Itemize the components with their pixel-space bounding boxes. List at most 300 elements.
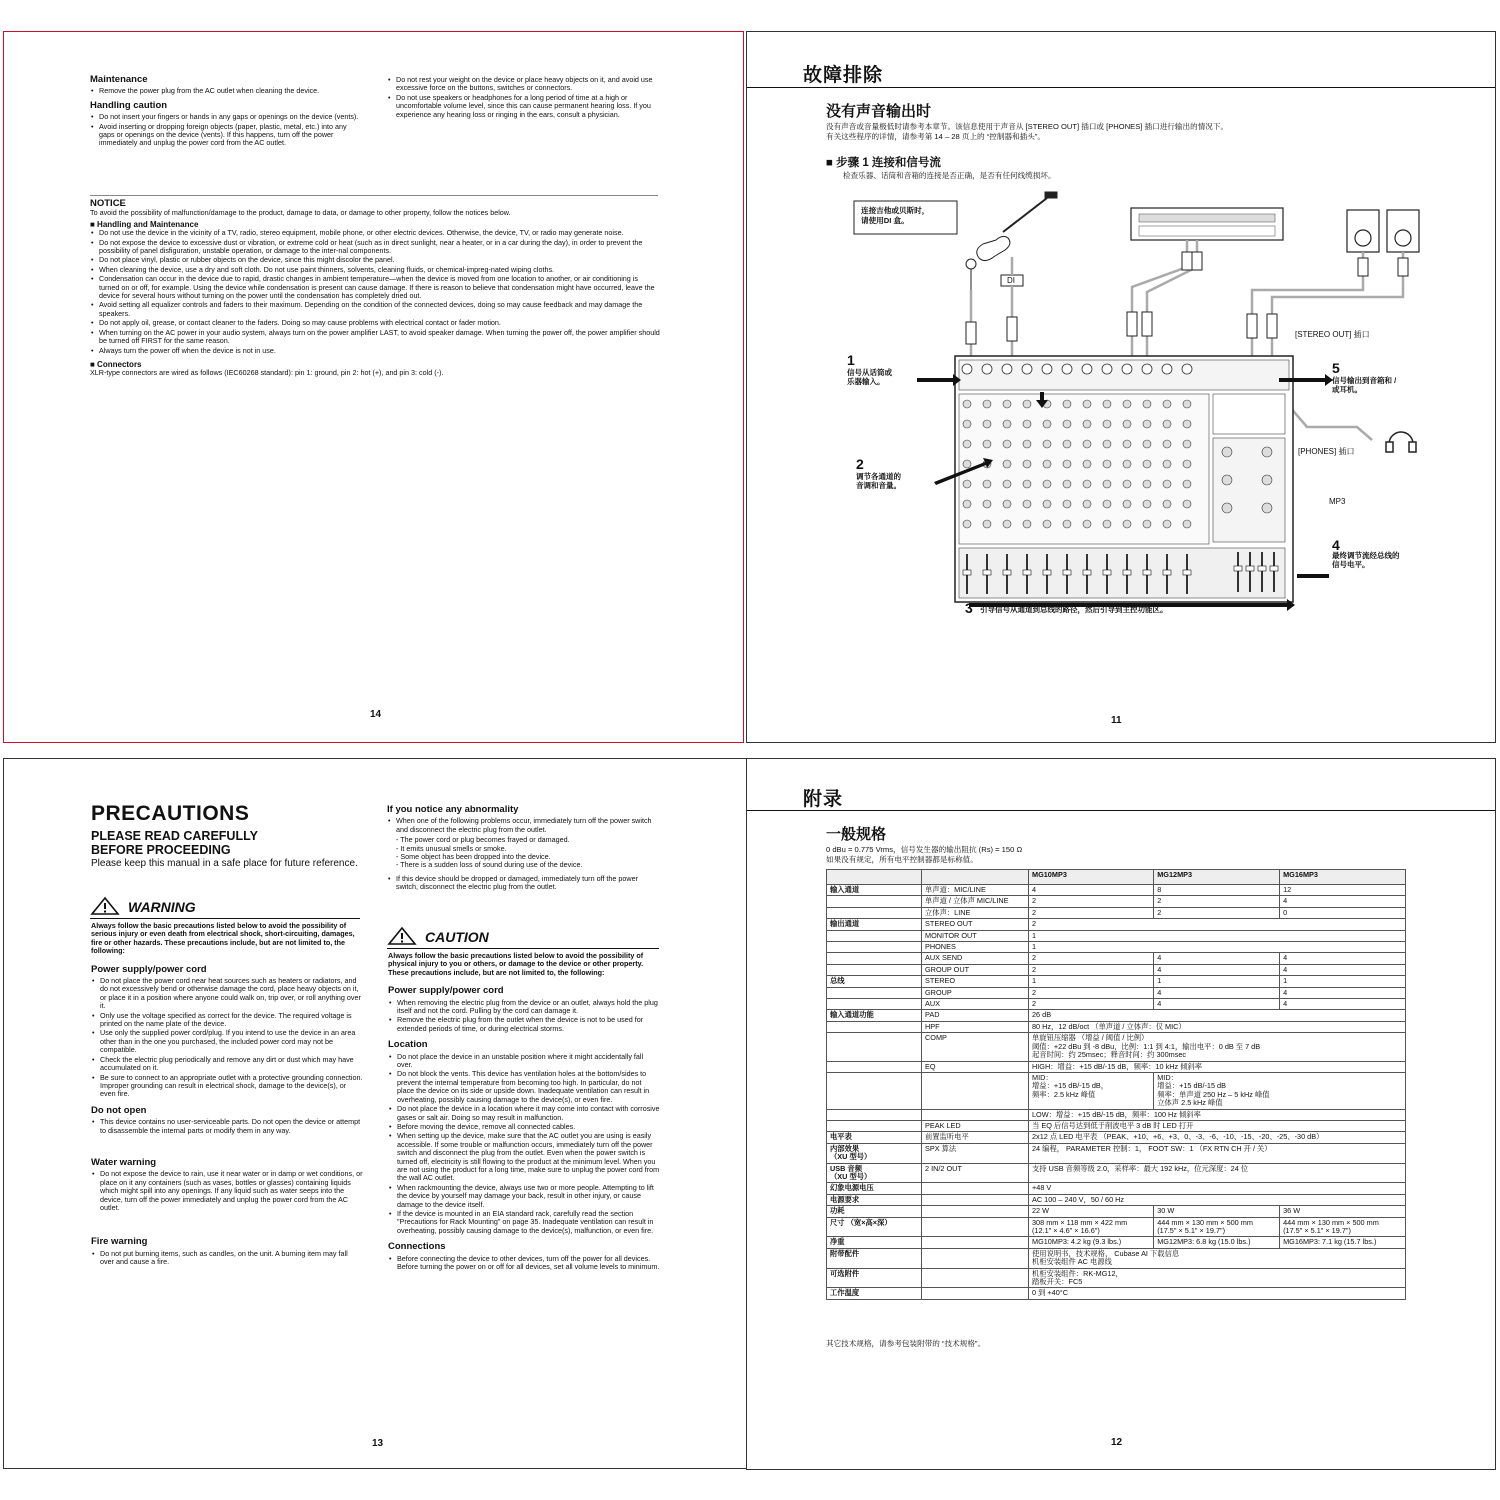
- list-item: • If the device is mounted in an EIA standard rack, carefully read the section "Precautions for Rack Mounting" on page 35. Inadequate ventilation can result in overheating, possibly causing damage to the device(s), malfunction, or even fire.: [397, 1210, 660, 1235]
- warning-triangle-icon: [90, 896, 120, 916]
- callout-number: 3: [965, 600, 973, 616]
- channel-knob: [1143, 520, 1151, 528]
- list-item: • When rackmounting the device, always use two or more people. Attempting to lift the device by yourself may damage your back, result in other injury, or cause damage to the device itself.: [397, 1184, 660, 1209]
- table-cell: 4: [1280, 999, 1406, 1010]
- step-title: ■ 步骤 1 连接和信号流: [826, 157, 941, 169]
- table-cell: 单声道：MIC/LINE: [922, 885, 1029, 896]
- fader-cap: [1003, 570, 1011, 575]
- channel-knob: [1123, 420, 1131, 428]
- table-row: [827, 930, 1406, 941]
- abnormality-list-2: [387, 875, 659, 892]
- table-cell: 4: [1154, 953, 1280, 964]
- table-cell: 26 dB: [1029, 1010, 1406, 1021]
- table-cell: [827, 1033, 922, 1061]
- table-cell: 4: [1280, 896, 1406, 907]
- table-cell: [827, 907, 922, 918]
- channel-knob: [1143, 480, 1151, 488]
- table-row: [827, 1194, 1406, 1205]
- table-cell: MG10MP3: 4.2 kg (9.3 lbs.): [1029, 1237, 1154, 1248]
- table-cell: 输出通道: [827, 919, 922, 930]
- table-cell: 工作温度: [827, 1288, 922, 1299]
- channel-knob: [1023, 420, 1031, 428]
- channel-knob: [1003, 500, 1011, 508]
- channel-knob: [1023, 440, 1031, 448]
- table-cell: 2: [1029, 964, 1154, 975]
- table-header-row: [827, 870, 1406, 885]
- section-title: 没有声音输出时: [826, 103, 932, 120]
- channel-knob: [1123, 520, 1131, 528]
- table-cell: GROUP: [922, 987, 1029, 998]
- keep-manual-text: Please keep this manual in a safe place for future reference.: [91, 858, 358, 869]
- channel-knob: [1083, 460, 1091, 468]
- channel-knob: [1063, 460, 1071, 468]
- channel-knob: [983, 440, 991, 448]
- channel-knob: [1163, 520, 1171, 528]
- list-item: • Do not put burning items, such as candles, on the unit. A burning item may fall over and cause a fire.: [100, 1250, 363, 1267]
- list-item: • Avoid inserting or dropping foreign objects (paper, plastic, metal, etc.) into any gaps or openings on the device (vents). If this happens, turn off the power immediately and unplug the power cord from the AC outlet.: [99, 123, 362, 148]
- spec-note-2: 如果没有规定，所有电平控制器都是标称值。: [826, 855, 978, 864]
- table-cell: 单声道 / 立体声 MIC/LINE: [922, 896, 1029, 907]
- table-row: [827, 987, 1406, 998]
- abnormality-list: [387, 817, 659, 834]
- speaker-icon: [1347, 210, 1419, 252]
- table-cell: 2x12 点 LED 电平表 （PEAK、+10、+6、+3、0、-3、-6、-10、-15、-20、-25、-30 dB）: [1029, 1132, 1406, 1143]
- di-note: 连接吉他或贝斯时， 请使用DI 盒。: [861, 206, 930, 225]
- table-row: [827, 1163, 1406, 1183]
- notice-heading: NOTICE: [90, 198, 126, 209]
- table-cell: [922, 1109, 1029, 1120]
- fader-cap: [1043, 570, 1051, 575]
- input-jack: [1022, 364, 1032, 374]
- list-item: • Do not place the device in an unstable position where it might accidentally fall over.: [397, 1053, 660, 1070]
- channel-knob: [963, 460, 971, 468]
- channel-knob: [1183, 480, 1191, 488]
- stereo-out-label: [STEREO OUT] 插口: [1295, 330, 1370, 339]
- input-jack: [982, 364, 992, 374]
- table-cell: HPF: [922, 1021, 1029, 1032]
- list-item: - The power cord or plug becomes frayed or damaged.: [396, 835, 570, 845]
- connectors-text: XLR-type connectors are wired as follows (IEC60268 standard): pin 1: ground, pin 2: hot (+), and pin 3: cold (-).: [90, 368, 444, 378]
- table-header-cell: MG12MP3: [1154, 870, 1280, 885]
- input-jack: [1182, 364, 1192, 374]
- table-cell: 机柜安装组件：RK-MG12， 踏板开关：FC5: [1029, 1268, 1406, 1288]
- table-cell: 1: [1029, 942, 1406, 953]
- table-cell: [827, 1109, 922, 1120]
- caution-power-list: [388, 999, 660, 1034]
- table-cell: 4: [1280, 953, 1406, 964]
- table-cell: STEREO OUT: [922, 919, 1029, 930]
- table-cell: AUX SEND: [922, 953, 1029, 964]
- list-item: - Some object has been dropped into the device.: [396, 852, 551, 862]
- table-cell: 净重: [827, 1237, 922, 1248]
- list-item: • Be sure to connect to an appropriate outlet with a protective grounding connection. Improper grounding can result in electrical shock, damage to the device(s), or even fire.: [100, 1074, 363, 1099]
- notice-list: [90, 229, 660, 355]
- channel-knob: [1043, 420, 1051, 428]
- table-cell: LOW：增益：+15 dB/-15 dB，频率：100 Hz 倾斜率: [1029, 1109, 1406, 1120]
- table-cell: PAD: [922, 1010, 1029, 1021]
- channel-knob: [1143, 460, 1151, 468]
- list-item: • Always turn the power off when the device is not in use.: [99, 347, 660, 355]
- callout-text: 信号从话筒或 乐器输入。: [847, 368, 892, 386]
- page-13: [3, 758, 747, 1469]
- location-list: [388, 1053, 660, 1236]
- table-row: [827, 1183, 1406, 1194]
- list-item: • Before connecting the device to other devices, turn off the power for all devices. Before turning the power on or off for all devices, set all volume levels to minimum.: [397, 1255, 660, 1272]
- table-cell: [827, 896, 922, 907]
- channel-knob: [1163, 400, 1171, 408]
- channel-knob: [1083, 420, 1091, 428]
- callout-number: 2: [856, 456, 864, 472]
- table-cell: 当 EQ 后信号达到低于削波电平 3 dB 时 LED 打开: [1029, 1120, 1406, 1131]
- list-item: • Do not place the power cord near heat sources such as heaters or radiators, and do not excessively bend or otherwise damage the cord, place heavy objects on it, or place it in a position where anyone could walk on, trip over, or roll anything over it.: [100, 977, 363, 1011]
- abnormality-sublist: [387, 836, 659, 870]
- table-row: [827, 976, 1406, 987]
- fader-cap: [1123, 570, 1131, 575]
- table-cell: EQ: [922, 1061, 1029, 1072]
- list-item: • Avoid setting all equalizer controls and faders to their maximum. Depending on the condition of the connected devices, doing so may cause feedback and may damage the speakers.: [99, 301, 660, 318]
- channel-knob: [1043, 460, 1051, 468]
- fader-cap: [1183, 570, 1191, 575]
- fader-slot: [1261, 552, 1263, 592]
- table-cell: 2: [1029, 907, 1154, 918]
- channel-knob: [1063, 480, 1071, 488]
- table-cell: 12: [1280, 885, 1406, 896]
- maintenance-heading: Maintenance: [90, 74, 148, 85]
- channel-knob: [1043, 480, 1051, 488]
- channel-knob: [1143, 440, 1151, 448]
- table-cell: [922, 1237, 1029, 1248]
- divider: [90, 918, 360, 919]
- list-item: • Do not insert your fingers or hands in any gaps or openings on the device (vents).: [99, 113, 362, 121]
- table-cell: 前置监听电平: [922, 1132, 1029, 1143]
- callout-number: 5: [1332, 360, 1340, 376]
- table-cell: USB 音频 （XU 型号）: [827, 1163, 922, 1183]
- maintenance-column: [90, 76, 362, 154]
- table-cell: [827, 987, 922, 998]
- list-item: • Remove the electric plug from the outlet when the device is not to be used for extended periods of time, or during electrical storms.: [397, 1016, 660, 1033]
- channel-knob: [1103, 480, 1111, 488]
- table-cell: 2: [1029, 919, 1406, 930]
- fader-slot: [1249, 552, 1251, 592]
- spec-note-1: 0 dBu = 0.775 Vrms，信号发生器的输出阻抗 (Rs) = 150 Ω: [826, 845, 1023, 854]
- list-item: • Do not place vinyl, plastic or rubber objects on the device, since this might discolor the panel.: [99, 256, 660, 264]
- table-cell: 1: [1029, 976, 1154, 987]
- channel-knob: [1063, 500, 1071, 508]
- table-row: [827, 1120, 1406, 1131]
- channel-knob: [1083, 520, 1091, 528]
- table-cell: HIGH：增益：+15 dB/-15 dB，频率：10 kHz 倾斜率: [1029, 1061, 1406, 1072]
- location-heading: Location: [388, 1039, 428, 1051]
- table-cell: 0 到 +40°C: [1029, 1288, 1406, 1299]
- list-item: • If this device should be dropped or damaged, immediately turn off the power switch, disconnect the electric plug from the outlet.: [396, 875, 659, 892]
- table-cell: SPX 算法: [922, 1143, 1029, 1163]
- list-item: • Use only the supplied power cord/plug. If you intend to use the device in an area other than in the one you purchased, the included power cord may not be compatible.: [100, 1029, 363, 1054]
- table-cell: [922, 1288, 1029, 1299]
- channel-knob: [1003, 420, 1011, 428]
- channel-knob: [1183, 440, 1191, 448]
- fader-cap: [1063, 570, 1071, 575]
- list-item: • Before moving the device, remove all connected cables.: [397, 1123, 660, 1131]
- channel-knob: [1003, 400, 1011, 408]
- input-jack: [1082, 364, 1092, 374]
- table-cell: 附带配件: [827, 1248, 922, 1268]
- caution-column: [388, 952, 660, 1277]
- input-jack: [1102, 364, 1112, 374]
- table-cell: AUX: [922, 999, 1029, 1010]
- table-cell: 2: [1029, 896, 1154, 907]
- list-item: • When setting up the device, make sure that the AC outlet you are using is easily accessible. If some trouble or malfunction occurs, immediately turn off the power switch and disconnect the plug from the outlet. Even when the power switch is turned off, electricity is still flowing to the product at the minimum level. When you are not using the product for a long time, make sure to unplug the power cord from the wall AC outlet.: [397, 1132, 660, 1182]
- channel-knob: [963, 480, 971, 488]
- table-row: [827, 1248, 1406, 1268]
- table-cell: 4: [1280, 987, 1406, 998]
- channel-knob: [1103, 460, 1111, 468]
- page-14: [3, 31, 744, 743]
- table-cell: [922, 1217, 1029, 1237]
- table-cell: 输入通道: [827, 885, 922, 896]
- list-item: • Do not use speakers or headphones for a long period of time at a high or uncomfortable volume level, since this can cause permanent hearing loss. If you experience any hearing loss or ringing in the ears, consult a physician.: [396, 94, 659, 119]
- table-cell: AC 100 – 240 V，50 / 60 Hz: [1029, 1194, 1406, 1205]
- table-cell: 2: [1154, 907, 1280, 918]
- table-cell: 308 mm × 118 mm × 422 mm (12.1" × 4.6" × 16.6"): [1029, 1217, 1154, 1237]
- channel-knob: [1163, 460, 1171, 468]
- channel-knob: [1063, 400, 1071, 408]
- channel-knob: [1043, 520, 1051, 528]
- input-jack: [1162, 364, 1172, 374]
- caution-power-heading: Power supply/power cord: [388, 985, 504, 997]
- abnormality-column: [387, 806, 659, 898]
- list-item: • Do not rest your weight on the device or place heavy objects on it, and avoid use excessive force on the buttons, switches or connectors.: [396, 76, 659, 93]
- channel-knob: [1103, 420, 1111, 428]
- list-item: • Do not expose the device to excessive dust or vibration, or extreme cold or heat (such as in direct sunlight, near a heater, or in a car during the day), in order to prevent the possibility of panel disfiguration, unstable operation, or damage to the inter-nal components.: [99, 239, 660, 256]
- table-cell: 30 W: [1154, 1206, 1280, 1217]
- list-item: - It emits unusual smells or smoke.: [396, 843, 507, 853]
- page-number: 14: [370, 709, 382, 720]
- channel-knob: [1063, 520, 1071, 528]
- channel-knob: [1023, 520, 1031, 528]
- table-cell: MID： 增益：+15 dB/-15 dB 频率：单声道 250 Hz – 5 kHz 峰值 立体声 2.5 kHz 峰值: [1154, 1072, 1406, 1109]
- list-item: • Do not block the vents. This device has ventilation holes at the bottom/sides to prevent the internal temperature from becoming too high. In particular, do not place the device on its side or upside down. Inadequate ventilation can result in overheating, possibly causing damage to the device(s), or even fire.: [397, 1070, 660, 1104]
- handling-heading: Handling caution: [90, 99, 168, 111]
- list-item: • Only use the voltage specified as correct for the device. The required voltage is printed on the name plate of the device.: [100, 1012, 363, 1029]
- keyboard-icon: [1131, 208, 1283, 240]
- channel-knob: [983, 480, 991, 488]
- table-header-cell: [922, 870, 1029, 885]
- table-cell: [922, 1194, 1029, 1205]
- mp3-label: MP3: [1329, 497, 1346, 506]
- page-title: 附录: [803, 789, 844, 810]
- callout-text: 调节各通道的 音调和音量。: [856, 472, 901, 490]
- fire-heading: Fire warning: [91, 1236, 148, 1248]
- fader-cap: [1163, 570, 1171, 575]
- callout-text: 最终调节流经总线的 信号电平。: [1332, 551, 1400, 569]
- table-cell: 4: [1280, 964, 1406, 975]
- table-cell: [922, 1183, 1029, 1194]
- channel-knob: [1143, 420, 1151, 428]
- table-row: [827, 1033, 1406, 1061]
- channel-knob: [1063, 420, 1071, 428]
- list-item: • Check the electric plug periodically and remove any dirt or dust which may have accumulated on it.: [100, 1056, 363, 1073]
- channel-knob: [1183, 500, 1191, 508]
- table-header-cell: [827, 870, 922, 885]
- callout-number: 1: [847, 352, 855, 368]
- channel-knob: [1163, 480, 1171, 488]
- list-item: - There is a sudden loss of sound during use of the device.: [396, 860, 583, 870]
- channel-knob: [1083, 440, 1091, 448]
- handling-column-right: [387, 76, 659, 125]
- list-item: • Do not use the device in the vicinity of a TV, radio, stereo equipment, mobile phone, or other electric devices. Otherwise, the device, TV, or radio may generate noise.: [99, 229, 660, 237]
- master-knob: [1222, 475, 1232, 485]
- table-row: [827, 907, 1406, 918]
- channel-knob: [1183, 520, 1191, 528]
- channel-knob: [1083, 480, 1091, 488]
- master-knob: [1262, 503, 1272, 513]
- input-jack: [1002, 364, 1012, 374]
- channel-knob: [1143, 500, 1151, 508]
- caution-heading: CAUTION: [425, 929, 489, 945]
- table-cell: 4: [1154, 987, 1280, 998]
- connections-list: [388, 1255, 660, 1272]
- table-cell: MONITOR OUT: [922, 930, 1029, 941]
- table-cell: 4: [1154, 964, 1280, 975]
- table-cell: [827, 999, 922, 1010]
- channel-knob: [1043, 500, 1051, 508]
- table-cell: PHONES: [922, 942, 1029, 953]
- table-cell: 36 W: [1280, 1206, 1406, 1217]
- channel-knob: [1183, 460, 1191, 468]
- channel-knob: [1183, 400, 1191, 408]
- table-cell: 内部效果 （XU 型号）: [827, 1143, 922, 1163]
- table-cell: 80 Hz，12 dB/oct （单声道 / 立体声：仅 MIC）: [1029, 1021, 1406, 1032]
- divider: [387, 948, 659, 949]
- channel-knob: [1003, 460, 1011, 468]
- channel-knob: [963, 440, 971, 448]
- channel-knob: [1083, 500, 1091, 508]
- handling-list-right: [387, 76, 659, 119]
- table-row: [827, 953, 1406, 964]
- table-cell: STEREO: [922, 976, 1029, 987]
- precautions-title: PRECAUTIONS: [91, 802, 250, 825]
- page-number: 11: [1111, 715, 1122, 726]
- page-12: [746, 758, 1496, 1470]
- fader-cap: [1234, 566, 1242, 571]
- table-row: [827, 1143, 1406, 1163]
- table-cell: 电平表: [827, 1132, 922, 1143]
- table-cell: 输入通道功能: [827, 1010, 922, 1021]
- table-row: [827, 1237, 1406, 1248]
- notice-intro: To avoid the possibility of malfunction/damage to the product, damage to data, or damage to other property, follow the notices below.: [90, 208, 511, 218]
- power-list: [91, 977, 363, 1099]
- table-cell: [827, 1072, 922, 1109]
- table-cell: 0: [1280, 907, 1406, 918]
- table-cell: 电源要求: [827, 1194, 922, 1205]
- callout-text: 引导信号从通道到总线的路径，然后引导到主控功能区。: [980, 605, 1168, 614]
- table-cell: [827, 942, 922, 953]
- table-cell: MG12MP3: 6.8 kg (15.0 lbs.): [1154, 1237, 1280, 1248]
- fader-slot: [1237, 552, 1239, 592]
- headphones-icon: [1386, 432, 1416, 452]
- channel-knob: [1143, 400, 1151, 408]
- table-row: [827, 1268, 1406, 1288]
- caution-triangle-icon: [387, 926, 417, 946]
- title-rule: [747, 810, 1495, 811]
- channel-knob: [1123, 440, 1131, 448]
- table-row: [827, 896, 1406, 907]
- table-cell: [922, 1248, 1029, 1268]
- fader-cap: [1103, 570, 1111, 575]
- channel-knob: [1103, 440, 1111, 448]
- list-item: • When removing the electric plug from the device or an outlet, always hold the plug itself and not the cord. Pulling by the cord can damage it.: [397, 999, 660, 1016]
- channel-knob: [1003, 440, 1011, 448]
- phones-label: [PHONES] 插口: [1298, 447, 1355, 456]
- fader-cap: [963, 570, 971, 575]
- table-row: [827, 919, 1406, 930]
- connections-heading: Connections: [388, 1241, 446, 1253]
- channel-knob: [1043, 440, 1051, 448]
- table-cell: 使用说明书，技术规格， Cubase AI 下载信息 机柜安装组件 AC 电源线: [1029, 1248, 1406, 1268]
- channel-knob: [1183, 420, 1191, 428]
- warning-heading: WARNING: [128, 899, 196, 915]
- input-jack: [1142, 364, 1152, 374]
- channel-knob: [983, 420, 991, 428]
- table-cell: PEAK LED: [922, 1120, 1029, 1131]
- master-knob: [1262, 447, 1272, 457]
- channel-knob: [1003, 520, 1011, 528]
- section-title: 一般规格: [826, 826, 887, 843]
- di-label: DI: [1007, 276, 1015, 285]
- table-cell: 尺寸 （宽×高×深）: [827, 1217, 922, 1237]
- channel-knob: [1003, 480, 1011, 488]
- table-cell: [827, 1061, 922, 1072]
- maintenance-list: [90, 87, 362, 95]
- list-item: • When cleaning the device, use a dry and soft cloth. Do not use paint thinners, solvents, cleaning fluids, or chemical-impreg-nated wiping cloths.: [99, 266, 660, 274]
- fire-list: [91, 1250, 363, 1267]
- table-cell: 1: [1029, 930, 1406, 941]
- abnormality-heading: If you notice any abnormality: [387, 804, 519, 815]
- channel-knob: [983, 400, 991, 408]
- table-cell: [827, 964, 922, 975]
- table-header-cell: MG10MP3: [1029, 870, 1154, 885]
- channel-knob: [1103, 520, 1111, 528]
- table-cell: 444 mm × 130 mm × 500 mm (17.5" × 5.1" × 19.7"): [1280, 1217, 1406, 1237]
- channel-knob: [1123, 460, 1131, 468]
- channel-knob: [983, 520, 991, 528]
- table-cell: 2: [1029, 999, 1154, 1010]
- table-cell: 444 mm × 130 mm × 500 mm (17.5" × 5.1" × 19.7"): [1154, 1217, 1280, 1237]
- input-jack: [1122, 364, 1132, 374]
- power-heading: Power supply/power cord: [91, 963, 207, 975]
- fader-cap: [1246, 566, 1254, 571]
- list-item: • Condensation can occur in the device due to rapid, drastic changes in ambient temperature—when the device is moved from one location to another, or air conditioning is turned on or off, for example. Using the device while condensation is present can cause damage. If there is reason to believe that condensation might have occurred, leave the device for several hours without turning on the power until the condensation has completely dried out.: [99, 275, 660, 300]
- open-heading: Do not open: [91, 1104, 147, 1116]
- handling-list: [90, 113, 362, 148]
- table-row: [827, 964, 1406, 975]
- open-list: [91, 1118, 363, 1135]
- page-11: [746, 31, 1496, 743]
- list-item: • Do not apply oil, grease, or contact cleaner to the faders. Doing so may cause problems with electrical contact or fader motion.: [99, 319, 660, 327]
- table-cell: [922, 1206, 1029, 1217]
- channel-knob: [1023, 480, 1031, 488]
- table-row: [827, 1206, 1406, 1217]
- table-cell: 立体声：LINE: [922, 907, 1029, 918]
- intro-line-2: 有关这些程序的详情，请参考第 14 – 28 页上的 “控制器和插头”。: [826, 132, 1045, 141]
- spec-table: [826, 869, 1406, 1300]
- table-row: [827, 1288, 1406, 1299]
- table-row: [827, 1217, 1406, 1237]
- table-cell: 24 编程， PARAMETER 控制：1， FOOT SW：1 （FX RTN CH 开 / 关）: [1029, 1143, 1406, 1163]
- input-jack: [1062, 364, 1072, 374]
- microphone-icon: [966, 259, 976, 290]
- spec-footer: 其它技术规格，请参考包装附带的 “技术规格”。: [826, 1339, 986, 1348]
